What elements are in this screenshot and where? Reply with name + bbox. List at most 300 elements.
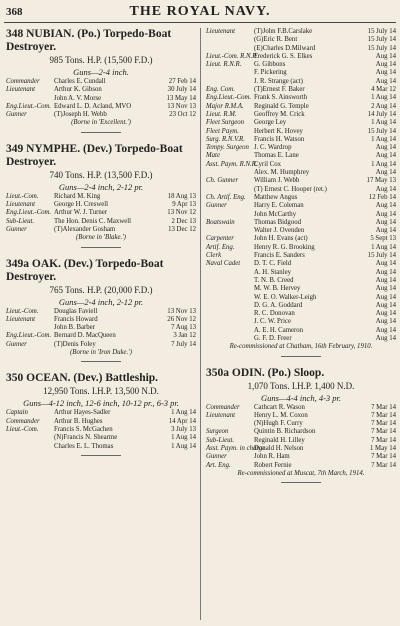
left-column — [6, 28, 196, 466]
officer-rank: Gunner — [206, 202, 227, 210]
officer-name: (T)Denis Foley — [54, 340, 96, 348]
officer-rank: Commander — [206, 403, 240, 411]
officer-row — [206, 445, 396, 453]
officer-row — [206, 119, 396, 127]
ship-specs: 1,070 Tons. I.H.P. 1,400 N.D. — [247, 380, 355, 391]
officer-name: George H. Creswell — [54, 201, 109, 209]
officer-row — [206, 420, 396, 428]
ship-heading: 350 OCEAN. (Dev.) Battleship. — [6, 372, 159, 385]
officer-name: Arthur B. Hughes — [54, 417, 103, 425]
section-divider — [81, 361, 121, 362]
ship-section — [6, 372, 196, 455]
officer-rank: Commander — [6, 78, 40, 85]
officer-date: 15 July 14 — [367, 28, 396, 35]
officer-rank — [206, 277, 254, 285]
officer-date: 17 May 13 — [366, 177, 396, 185]
officer-name: Francis Howard — [54, 315, 98, 323]
right-column — [206, 28, 396, 493]
officer-rank: Mate — [206, 152, 220, 160]
officer-date: Aug 14 — [375, 227, 396, 235]
officer-row — [206, 252, 396, 260]
ship-section — [6, 28, 196, 133]
officer-row — [206, 53, 396, 61]
officer-row — [6, 332, 196, 340]
officer-row — [6, 226, 196, 234]
officer-name: Harry E. Coleman — [254, 202, 304, 210]
officer-name: Douglas Faviell — [54, 307, 98, 315]
officer-rank: Art. Eng. — [206, 461, 231, 469]
officer-name: Walter J. Ovenden — [254, 227, 305, 235]
officer-row — [206, 428, 396, 436]
officer-row — [206, 186, 396, 194]
officer-name: G. Gibbons — [254, 61, 286, 69]
officer-row — [206, 169, 396, 177]
officer-name: John B. Barber — [54, 324, 95, 332]
page-title: THE ROYAL NAVY. — [129, 4, 271, 19]
ship-specs: 765 Tons. H.P. (20,000 F.D.) — [49, 284, 153, 295]
officer-date: 7 Mar 14 — [371, 411, 396, 419]
officer-rank: Captain — [6, 409, 28, 417]
officer-rank: Asst. Paym. R.N.R. — [206, 160, 258, 168]
officer-row — [206, 310, 396, 318]
officer-name: Herbert K. Hovey — [254, 127, 303, 135]
officer-row — [206, 335, 396, 343]
officer-row — [206, 86, 396, 94]
officer-date: 1 Aug 14 — [371, 243, 396, 251]
officer-name: (T) Ernest C. Hooper (ret.) — [254, 185, 327, 193]
officer-date: 1 Aug 14 — [371, 94, 396, 102]
officer-name: (G)Eric R. Bent — [254, 36, 298, 44]
officer-row — [206, 211, 396, 219]
officer-rank: Eng.Lieut.-Com. — [6, 332, 52, 340]
officer-date: 14 July 14 — [367, 110, 396, 118]
officer-date: 1 Aug 14 — [371, 119, 396, 127]
officer-date: 1 Aug 14 — [171, 409, 196, 417]
officer-rank — [206, 420, 254, 428]
officer-name: M. W. B. Hervey — [254, 285, 301, 293]
officer-date: 13 Nov 12 — [167, 209, 196, 217]
section-divider — [81, 455, 121, 456]
officer-name: Francis S. McGachen — [54, 425, 113, 433]
officer-name: John R. Ham — [254, 453, 290, 461]
officer-rank: Boatswain — [206, 218, 235, 226]
section-note: Re-commissioned at Chatham, 16th February, 1910. — [229, 343, 373, 351]
officer-rank: Clerk — [206, 252, 222, 260]
officer-row — [206, 244, 396, 252]
officer-rank — [6, 434, 54, 442]
officer-rank: Lieut.-Com. — [6, 307, 39, 315]
officer-name: W. E. O. Walker-Leigh — [254, 293, 317, 301]
section-note: (Borne in 'Excellent.') — [71, 119, 131, 127]
officer-date: 13 Nov 13 — [167, 102, 196, 110]
officer-name: Thomas E. Lane — [254, 152, 299, 160]
officer-date: Aug 14 — [375, 218, 396, 226]
officer-rank: Asst. Paym. in charge — [206, 445, 266, 453]
column-divider — [200, 28, 201, 620]
ship-guns: Guns—2-4 inch, 2-12 pr. — [58, 181, 144, 192]
officer-name: Alex. M. Humphrey — [254, 169, 310, 177]
officer-name: Frank S. Ainsworth — [254, 94, 308, 102]
officer-date: 1 Aug 14 — [171, 442, 196, 450]
officer-name: Geoffrey M. Crick — [254, 110, 305, 118]
officer-row — [206, 412, 396, 420]
officer-date: Aug 14 — [375, 210, 396, 218]
officer-row — [206, 260, 396, 268]
officer-name: Bernard D. MacQueen — [54, 332, 116, 340]
officer-rank — [206, 285, 254, 293]
ship-guns: Guns—4-4 inch, 4-3 pr. — [260, 392, 342, 403]
officer-name: Edward L. D. Acland, MVO — [54, 102, 132, 110]
officer-date: Aug 14 — [375, 268, 396, 276]
officer-date: 18 Aug 13 — [167, 192, 196, 200]
officer-row — [6, 103, 196, 111]
officer-row — [206, 227, 396, 235]
officer-row — [6, 426, 196, 434]
officer-row — [6, 193, 196, 201]
officer-row — [206, 36, 396, 44]
officer-rank — [206, 335, 254, 343]
officer-rank: Lieutenant — [206, 411, 236, 419]
officer-rank — [6, 95, 54, 103]
officer-row — [206, 277, 396, 285]
officer-date: 14 Apr 14 — [168, 417, 196, 425]
officer-date: 15 July 14 — [367, 36, 396, 44]
officer-rank: Gunner — [6, 225, 27, 233]
officer-row — [206, 285, 396, 293]
officer-row — [206, 161, 396, 169]
page-number: 368 — [6, 6, 23, 18]
section-divider — [281, 356, 321, 357]
officer-name: Robert Fernie — [254, 461, 292, 469]
officer-row — [206, 462, 396, 470]
section-note: (Borne in 'Blake.') — [76, 234, 126, 242]
ship-specs: 12,950 Tons. I.H.P. 13,500 N.D. — [43, 386, 159, 397]
officer-name: (T)Ernest F. Baker — [254, 86, 305, 94]
officer-row — [6, 316, 196, 324]
officer-date: 27 Feb 14 — [168, 78, 196, 85]
officer-name: Francis H. Watson — [254, 135, 305, 143]
officer-row — [206, 235, 396, 243]
officer-date: Aug 14 — [375, 77, 396, 85]
officer-date: 13 May 14 — [166, 94, 196, 102]
officer-rank: Lieutenant — [6, 201, 36, 209]
officer-name: Thomas Bidgood — [254, 218, 302, 226]
officer-rank — [206, 318, 254, 326]
ship-guns: Guns—4-12 inch, 12-6 inch, 10-12 pr., 6-3 pr. — [23, 398, 179, 409]
officer-rank: Lieut.-Com. R.N.R. — [206, 52, 259, 60]
officer-name: (T)Joseph H. Webb — [54, 111, 107, 119]
header-rule — [4, 22, 396, 23]
officer-rank: Ch. Artif. Eng. — [206, 193, 246, 201]
officer-name: A. H. Stanley — [254, 268, 292, 276]
officer-date: 7 Mar 14 — [371, 403, 396, 411]
officer-row — [6, 78, 196, 86]
officer-row — [6, 409, 196, 417]
ship-section — [6, 143, 196, 248]
officer-date: Aug 14 — [375, 326, 396, 334]
officer-name: (E)Charles D.Milward — [254, 44, 316, 52]
officer-rank — [206, 36, 254, 44]
page-header — [0, 2, 400, 22]
officer-name: A. E. H. Cameron — [254, 326, 304, 334]
officer-name: F. Pickering — [254, 69, 287, 77]
officer-rank — [206, 294, 254, 302]
officer-row — [6, 324, 196, 332]
officer-row — [6, 341, 196, 349]
officer-date: 1 Aug 14 — [171, 434, 196, 442]
officer-date: Aug 14 — [375, 285, 396, 293]
officer-name: William J. Webb — [254, 177, 300, 185]
officer-name: Charles E. L. Thomas — [54, 442, 114, 450]
officer-rank: Lieut. R.N.R. — [206, 61, 242, 69]
ship-guns: Guns—2-4 inch, 2-12 pr. — [58, 296, 144, 307]
officer-rank: Ch. Gunner — [206, 177, 239, 185]
officer-date: 7 Mar 14 — [371, 436, 396, 444]
officer-date: Aug 14 — [375, 169, 396, 177]
officer-name: D. G. A. Goddard — [254, 301, 303, 309]
officer-date: 1 May 14 — [369, 445, 396, 453]
ship-section — [206, 367, 396, 484]
officer-rank: Eng. Com. — [206, 86, 235, 94]
officer-rank: Fleet Surgeon — [206, 119, 245, 127]
officer-date: 7 Mar 14 — [371, 453, 396, 461]
officer-rank — [206, 45, 254, 53]
officer-row — [6, 218, 196, 226]
officer-rank: Gunner — [206, 453, 227, 461]
officer-row — [206, 302, 396, 310]
ship-heading: 349a OAK. (Dev.) Torpedo-Boat Destroyer. — [6, 257, 164, 283]
officer-row — [206, 404, 396, 412]
officer-date: Aug 14 — [375, 301, 396, 309]
officer-row — [6, 418, 196, 426]
officer-rank: Commander — [6, 417, 40, 425]
officer-row — [206, 294, 396, 302]
officer-date: 4 Mar 12 — [371, 86, 396, 94]
officer-name: Arthur K. Gibson — [54, 86, 102, 94]
officer-name: Donald H. Nelson — [254, 445, 304, 453]
officer-rank — [206, 211, 254, 219]
officer-date: 26 Nov 12 — [167, 315, 196, 323]
officer-date: 7 Mar 14 — [371, 420, 396, 428]
officer-row — [206, 28, 396, 36]
officer-row — [206, 45, 396, 53]
officer-rank — [206, 169, 254, 177]
officer-rank: Lieutenant — [206, 28, 236, 35]
officer-row — [6, 308, 196, 316]
officer-date: 15 July 14 — [367, 127, 396, 135]
officer-name: T. N. B. Creed — [254, 276, 294, 284]
officer-name: J. R. Strange (act) — [254, 77, 303, 85]
officer-name: John A. V. Morse — [54, 94, 102, 102]
officer-name: Arthur Hayes-Sadler — [54, 409, 111, 417]
officer-row — [206, 136, 396, 144]
officer-date: Aug 14 — [375, 260, 396, 268]
officer-rank: Eng.Lieut.-Com. — [206, 94, 252, 102]
officer-date: Aug 14 — [375, 310, 396, 318]
officer-date: 9 Apr 13 — [172, 201, 196, 209]
officer-row — [206, 103, 396, 111]
officer-rank: Lieut.-Com. — [6, 425, 39, 433]
officer-name: George Ley — [254, 119, 287, 127]
officer-date: 5 Sept 13 — [370, 235, 396, 243]
officer-rank: Fleet Paym. — [206, 127, 239, 135]
officer-name: (T)Alexander Gosham — [54, 225, 116, 233]
officer-name: Henry L. M. Coxon — [254, 411, 308, 419]
officer-date: 1 Aug 14 — [371, 160, 396, 168]
officer-rank: Lieut.-Com. — [6, 192, 39, 200]
officer-date: 1 Aug 14 — [371, 135, 396, 143]
section-divider — [281, 482, 321, 483]
officer-name: John H. Evans (act) — [254, 235, 308, 243]
officer-name: John McCarthy — [254, 210, 297, 218]
officer-name: Henry R. G. Brooking — [254, 243, 315, 251]
officer-rank — [206, 78, 254, 86]
officer-name: Charles E. Cundall — [54, 78, 106, 85]
officer-date: Aug 14 — [375, 293, 396, 301]
officer-rank — [206, 302, 254, 310]
officer-row — [206, 219, 396, 227]
officer-date: 7 Mar 14 — [371, 428, 396, 436]
officer-rank: Artif. Eng. — [206, 243, 235, 251]
officer-date: 7 July 14 — [171, 340, 196, 348]
officer-name: Cyril Cox — [254, 160, 282, 168]
officer-rank — [206, 227, 254, 235]
officer-name: J. C. Wardrop — [254, 144, 292, 152]
ship-heading: 348 NUBIAN. (Po.) Torpedo-Boat Destroyer. — [6, 28, 172, 53]
officer-row — [206, 318, 396, 326]
officer-row — [206, 61, 396, 69]
officer-date: 15 July 14 — [367, 252, 396, 260]
officer-rank: Major R.M.A. — [206, 102, 244, 110]
officer-rank: Lieut. R.M. — [206, 110, 237, 118]
officer-row — [6, 111, 196, 119]
officer-name: Quintin B. Richardson — [254, 428, 316, 436]
officer-date: 12 Feb 14 — [368, 193, 396, 201]
section-note: Re-commissioned at Muscat, 7th March, 1914. — [237, 469, 365, 477]
officer-rank: Surg. R.N.V.R. — [206, 135, 245, 143]
officer-rank — [206, 310, 254, 318]
officer-name: Francis E. Sanders — [254, 252, 305, 260]
officer-date: 30 July 14 — [167, 86, 196, 94]
officer-date: 7 Mar 14 — [371, 461, 396, 469]
officer-date: 3 Jan 12 — [173, 332, 196, 340]
officer-date: Aug 14 — [375, 334, 396, 342]
officer-name: R. C. Donovan — [254, 310, 295, 318]
ship-specs: 985 Tons. H.P. (15,500 F.D.) — [49, 55, 153, 65]
officer-name: Matthew Angus — [254, 193, 298, 201]
officer-rank: Lieutenant — [6, 315, 36, 323]
section-divider — [81, 132, 121, 133]
officer-name: G. F. D. Freer — [254, 334, 292, 342]
officer-row — [206, 111, 396, 119]
section-divider — [81, 247, 121, 248]
officer-row — [206, 69, 396, 77]
officer-date: Aug 14 — [375, 318, 396, 326]
officer-row — [206, 177, 396, 185]
officer-row — [206, 128, 396, 136]
officer-row — [6, 434, 196, 442]
officer-rank: Eng.Lieut.-Com. — [6, 209, 52, 217]
officer-date: 3 July 13 — [171, 425, 196, 433]
officer-row — [6, 443, 196, 451]
officer-rank — [206, 186, 254, 194]
officer-date: Aug 14 — [375, 152, 396, 160]
officer-date: Aug 14 — [375, 276, 396, 284]
officer-rank: Gunner — [6, 340, 27, 348]
officer-row — [206, 453, 396, 461]
officer-name: Cathcart R. Wason — [254, 403, 305, 411]
officer-row — [206, 194, 396, 202]
officer-name: The Hon. Denis C. Maxwell — [54, 217, 132, 225]
officer-date: Aug 14 — [375, 185, 396, 193]
officer-row — [206, 94, 396, 102]
officer-name: Arthur W. J. Turner — [54, 209, 108, 217]
officer-date: 23 Oct 12 — [169, 111, 196, 119]
officer-rank — [206, 69, 254, 77]
officer-rank: Tempy. Surgeon — [206, 144, 249, 152]
officer-name: Reginald H. Lilley — [254, 436, 305, 444]
officer-name: Richard M. King — [54, 192, 101, 200]
officer-rank: Surgeon — [206, 428, 229, 436]
officer-name: Frederick G. S. Elkes — [254, 52, 313, 60]
officer-date: Aug 14 — [375, 202, 396, 210]
officer-row — [206, 327, 396, 335]
officer-row — [6, 95, 196, 103]
officer-rank: Eng.Lieut.-Com. — [6, 102, 52, 110]
officer-date: 7 Aug 13 — [171, 324, 196, 332]
officer-row — [206, 152, 396, 160]
officer-rank: Naval Cadet — [206, 260, 241, 268]
ship-heading: 350a ODIN. (Po.) Sloop. — [206, 366, 325, 379]
officer-row — [206, 78, 396, 86]
officer-date: 2 Aug 14 — [371, 102, 396, 110]
officer-row — [6, 201, 196, 209]
officer-row — [206, 437, 396, 445]
ship-heading: 349 NYMPHE. (Dev.) Torpedo-Boat Destroyer. — [6, 142, 183, 168]
officer-rank: Sub-Lieut. — [206, 436, 235, 444]
officer-name: D. T. C. Field — [254, 260, 292, 268]
officer-name: Reginald G. Temple — [254, 102, 309, 110]
officer-date: 2 Dec 13 — [171, 217, 196, 225]
ship-section — [6, 258, 196, 363]
officer-row — [6, 86, 196, 94]
section-note: (Borne in 'Iron Duke.') — [70, 349, 132, 357]
officer-row — [206, 202, 396, 210]
officer-date: 13 Nov 13 — [167, 307, 196, 315]
officer-rank: Sub-Lieut. — [6, 217, 35, 225]
officer-rank: Gunner — [6, 111, 27, 119]
officer-rank — [6, 443, 54, 451]
officer-name: J. C. W. Price — [254, 318, 292, 326]
officer-rank — [206, 269, 254, 277]
officer-name: (N)Francis N. Shearme — [54, 434, 118, 442]
officer-date: Aug 14 — [375, 52, 396, 60]
officer-rank: Carpenter — [206, 235, 234, 243]
officer-row — [6, 209, 196, 217]
officer-date: 15 July 14 — [367, 44, 396, 52]
ship-section — [206, 28, 396, 357]
officer-date: Aug 14 — [375, 144, 396, 152]
officer-name: (T)John F.B.Carslake — [254, 28, 313, 35]
officer-rank — [6, 324, 54, 332]
officer-row — [206, 269, 396, 277]
officer-date: Aug 14 — [375, 69, 396, 77]
officer-row — [206, 144, 396, 152]
officer-name: (N)Hugh F. Curry — [254, 420, 303, 428]
officer-rank — [206, 327, 254, 335]
ship-specs: 740 Tons. H.P. (13,500 F.D.) — [49, 169, 153, 180]
officer-date: Aug 14 — [375, 61, 396, 69]
